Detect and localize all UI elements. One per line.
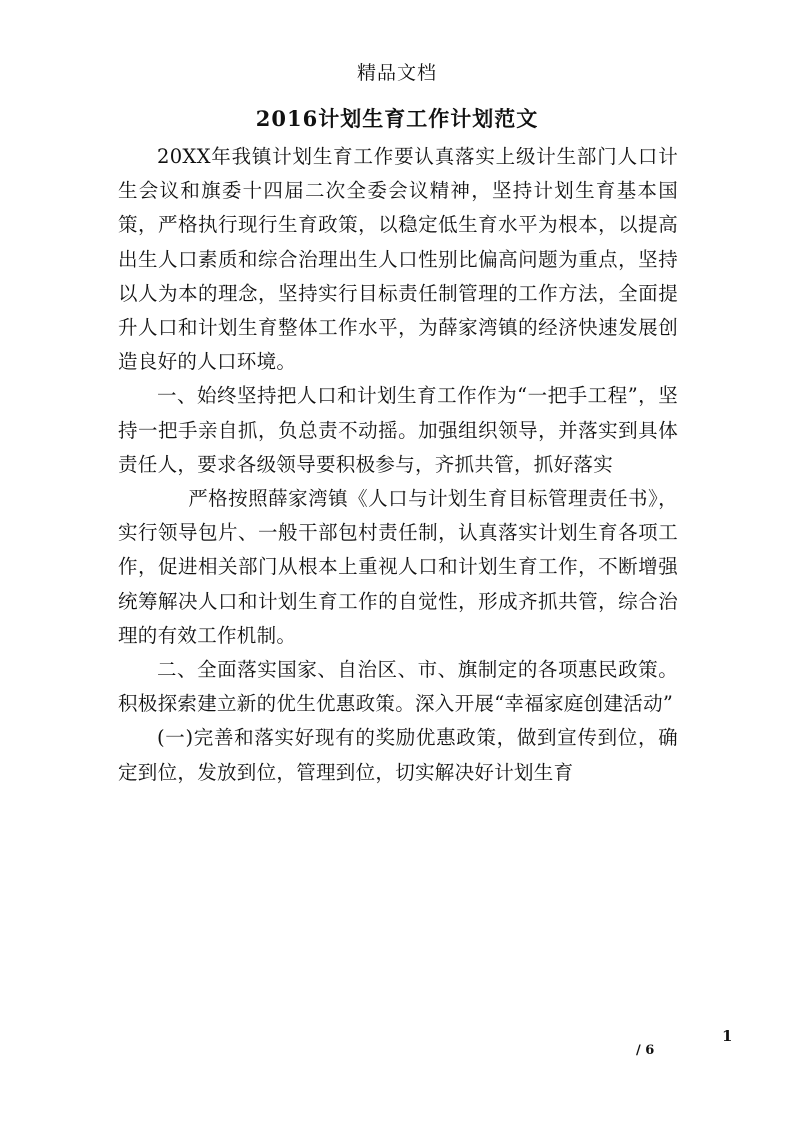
document-title: 2016计划生育工作计划范文: [255, 106, 539, 131]
page-number: 1: [722, 1027, 733, 1045]
paragraph-section-two: 二、全面落实国家、自治区、市、旗制定的各项惠民政策。积极探索建立新的优生优惠政策。深入开展“幸福家庭创建活动”: [118, 658, 678, 716]
page-total: / 6: [636, 1043, 655, 1058]
document-body: [118, 140, 678, 790]
paragraph-subsection-one: (一)完善和落实好现有的奖励优惠政策，做到宣传到位，确定到位，发放到位，管理到位，切实解决好计划生育: [118, 726, 678, 784]
paragraph-intro: 20XX年我镇计划生育工作要认真落实上级计生部门人口计生会议和旗委十四届二次全委会议精神，坚持计划生育基本国策，严格执行现行生育政策，以稳定低生育水平为根本，以提高出生人口素质和综合治理出生人口性别比偏高问题为重点，坚持以人为本的理念，坚持实行目标责任制管理的工作方法，全面提升人口和计划生育整体工作水平，为薛家湾镇的经济快速发展创造良好的人口环境。: [118, 145, 678, 374]
paragraph-responsibility: 严格按照薛家湾镇《人口与计划生育目标管理责任书》，实行领导包片、一般干部包村责任制，认真落实计划生育各项工作，促进相关部门从根本上重视人口和计划生育工作，不断增强统筹解决人口和计划生育工作的自觉性，形成齐抓共管，综合治理的有效工作机制。: [118, 487, 678, 647]
paragraph-section-one: 一、始终坚持把人口和计划生育工作作为“一把手工程”，坚持一把手亲自抓，负总责不动摇。加强组织领导，并落实到具体责任人，要求各级领导要积极参与，齐抓共管，抓好落实: [118, 384, 678, 476]
header-label: 精品文档: [356, 62, 437, 84]
